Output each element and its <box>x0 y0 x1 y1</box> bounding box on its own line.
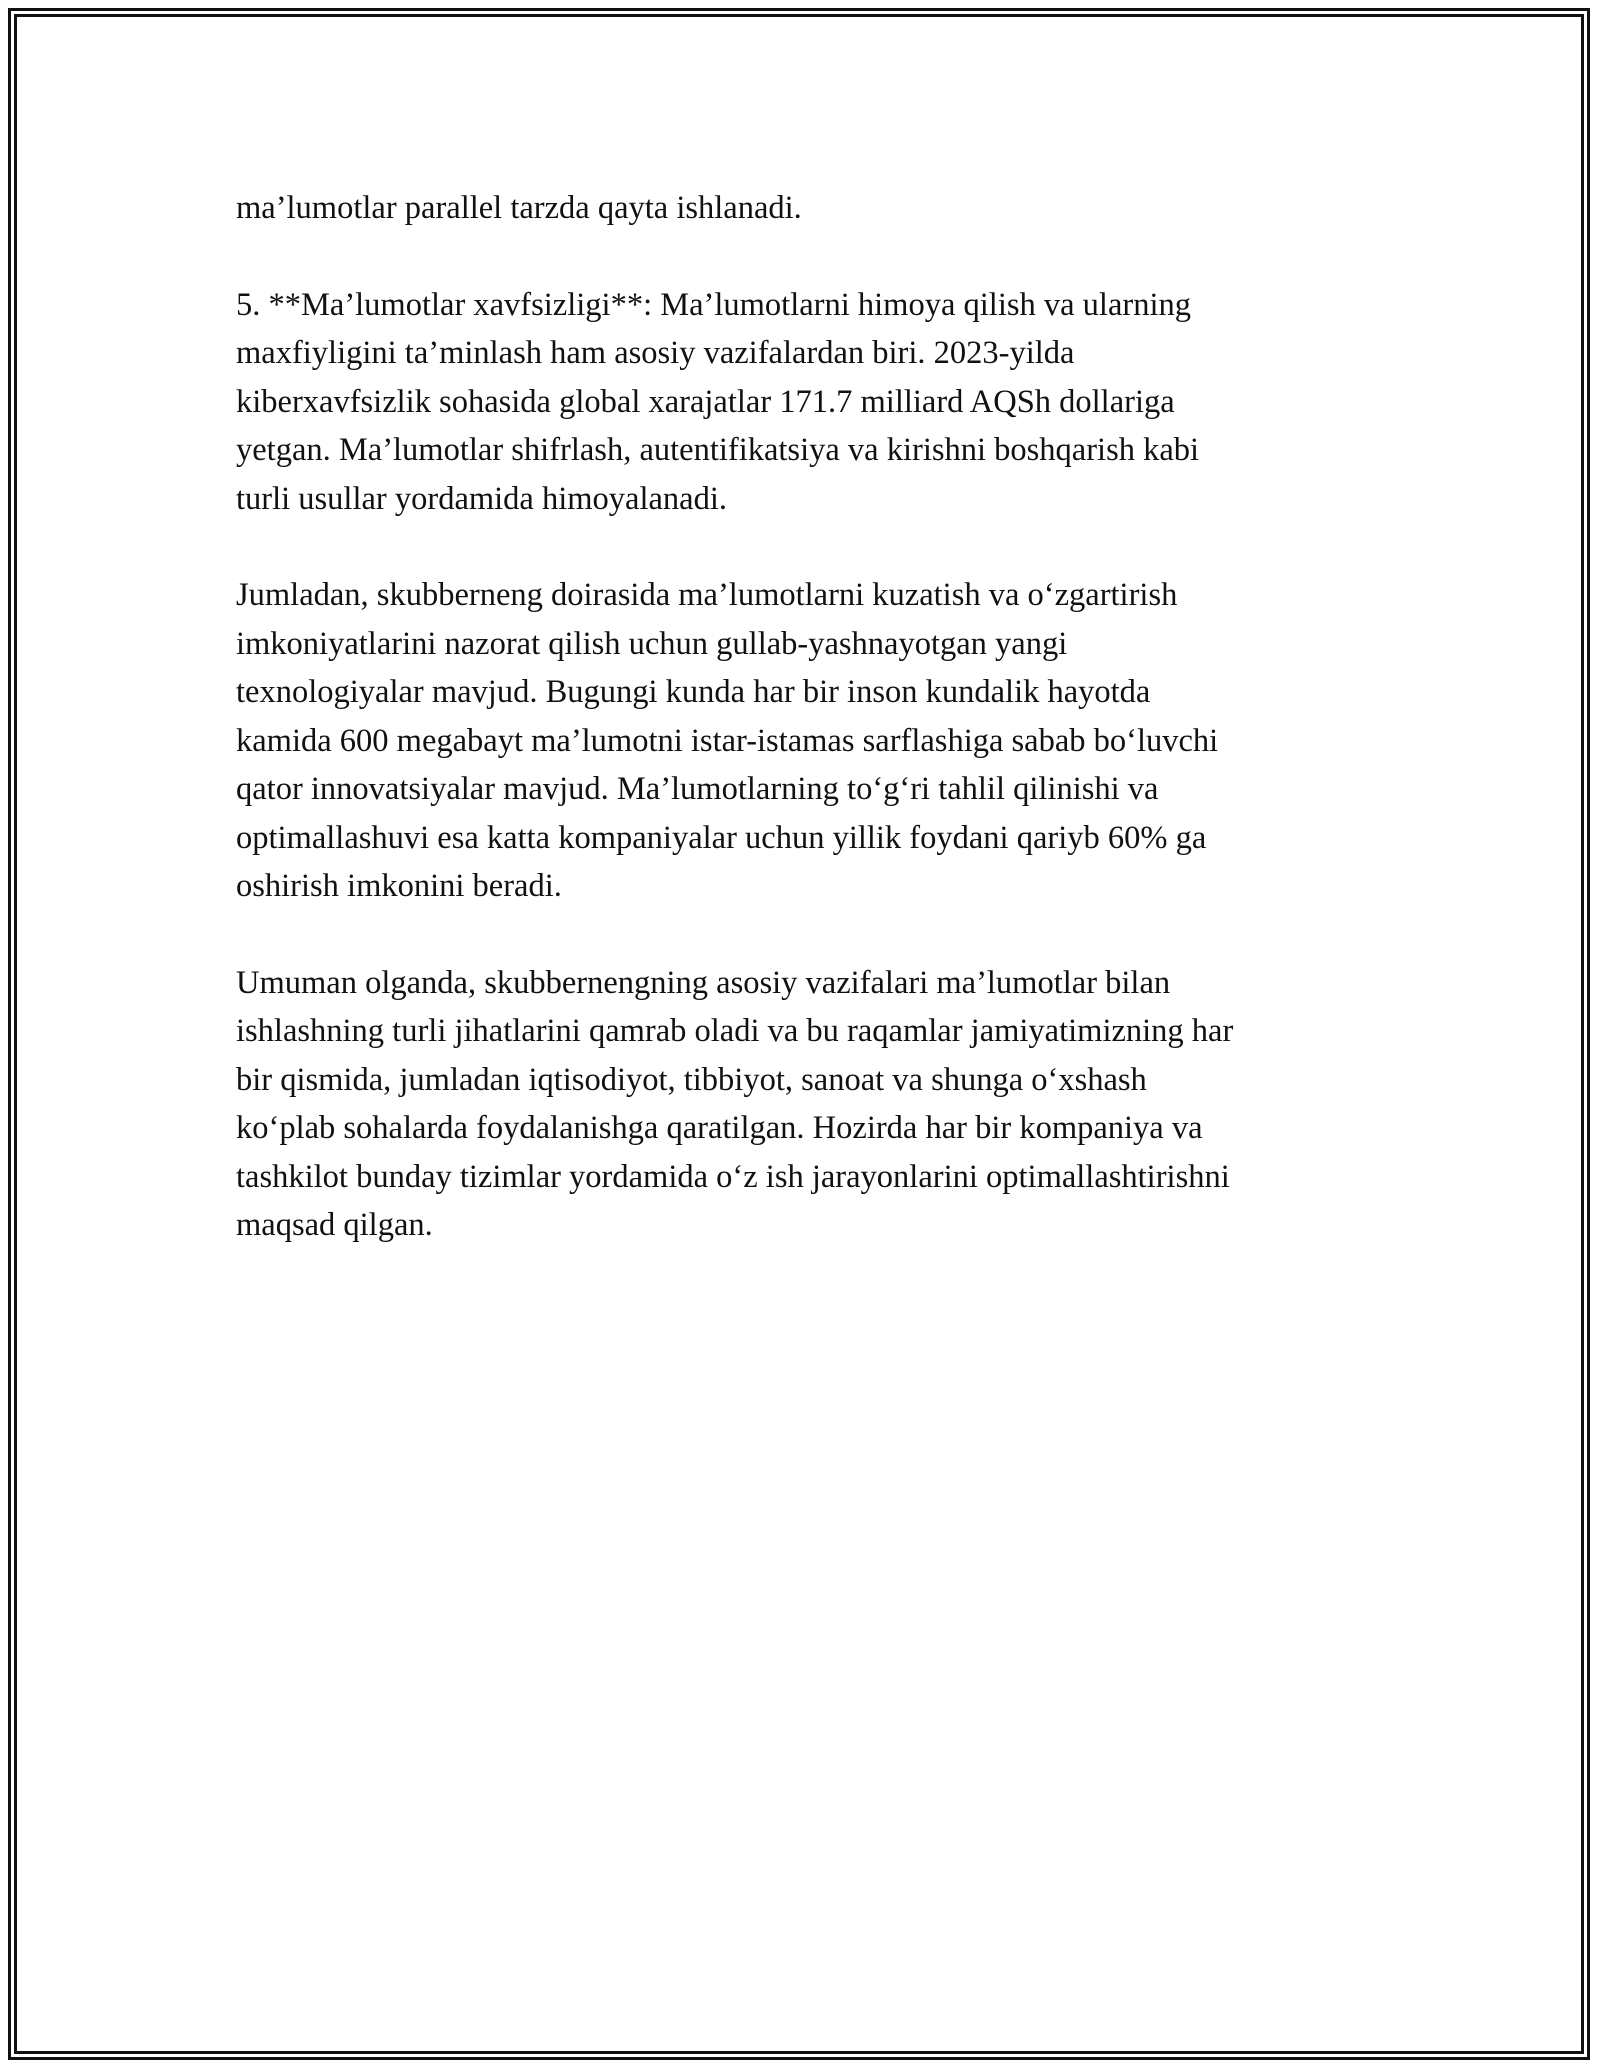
paragraph-technologies: Jumladan, skubberneng doirasida ma’lumotlarni kuzatish va o‘zgartirish imkoniyatlarini nazorat qilish uchun gullab-yashnayotgan yangi texnologiyalar mavjud. Bugungi kunda har bir inson kundalik hayotda kamida 600 megabayt ma’lumotni istar-istamas sarflashiga sabab bo‘luvchi qator innovatsiyalar mavjud. Ma’lumotlarning to‘g‘ri tahlil qilinishi va optimallashuvi esa katta kompaniyalar uchun yillik foydani qariyb 60% ga oshirish imkonini beradi. <box>236 577 1219 904</box>
document-body <box>236 184 1366 1298</box>
paragraph-conclusion: Umuman olganda, skubbernengning asosiy vazifalari ma’lumotlar bilan ishlashning turli jihatlarini qamrab oladi va bu raqamlar jamiyatimizning har bir qismida, jumladan iqtisodiyot, tibbiyot, sanoat va shunga o‘xshash ko‘plab sohalarda foydalanishga qaratilgan. Hozirda har bir kompaniya va tashkilot bunday tizimlar yordamida o‘z ish jarayonlarini optimallashtirishni maqsad qilgan. <box>236 964 1234 1243</box>
paragraph-continuation: ma’lumotlar parallel tarzda qayta ishlanadi. <box>236 190 802 226</box>
paragraph-data-security: 5. **Ma’lumotlar xavfsizligi**: Ma’lumotlarni himoya qilish va ularning maxfiyligini ta’minlash ham asosiy vazifalardan biri. 2023-yilda kiberxavfsizlik sohasida global xarajatlar 171.7 milliard AQSh dollariga yetgan. Ma’lumotlar shifrlash, autentifikatsiya va kirishni boshqarish kabi turli usullar yordamida himoyalanadi. <box>236 286 1200 517</box>
